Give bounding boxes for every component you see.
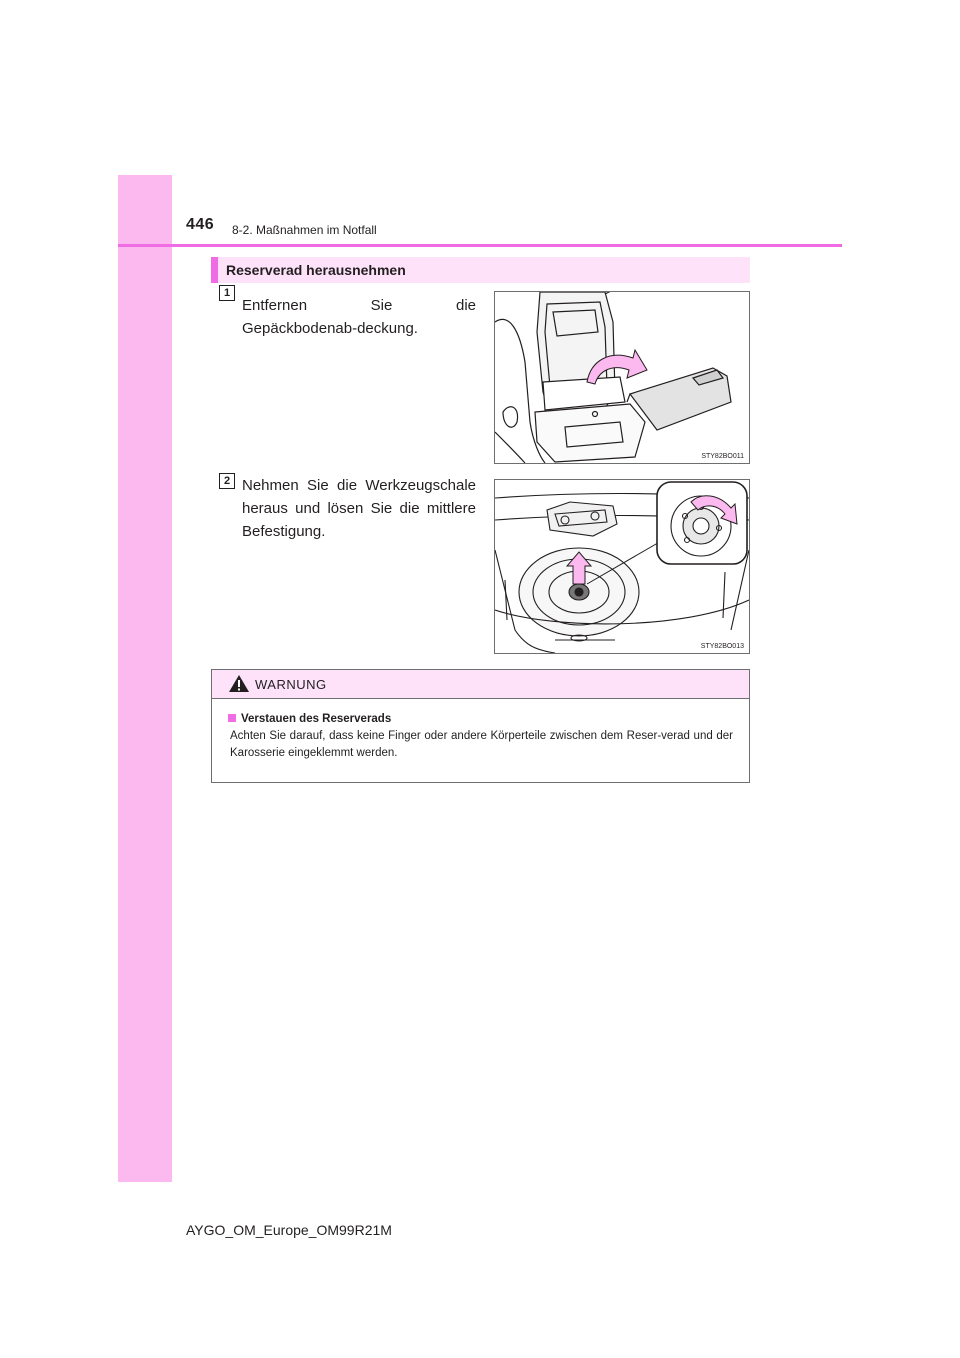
figure-luggage-cover <box>494 291 750 464</box>
warning-triangle-icon <box>228 674 250 693</box>
luggage-cover-removal-illustration <box>495 292 749 463</box>
step-number-1: 1 <box>219 285 235 301</box>
step-2-text: Nehmen Sie die Werkzeugschale heraus und lösen Sie die mittlere Befestigung. <box>242 477 476 540</box>
square-bullet-icon <box>228 714 236 722</box>
warning-item-title: Verstauen des Reserverads <box>241 713 392 725</box>
warning-item-text: Achten Sie darauf, dass keine Finger oder andere Körperteile zwischen dem Reser-verad und der Karosserie eingeklemmt werden. <box>230 730 733 759</box>
figure-code: STY82BO011 <box>701 453 744 460</box>
warning-box <box>211 669 750 783</box>
warning-title: WARNUNG <box>255 677 327 692</box>
figure-spare-wheel <box>494 479 750 654</box>
step-1-text: Entfernen Sie die Gepäckbodenab-deckung. <box>242 297 476 337</box>
figure-code: STY82BO013 <box>700 643 744 650</box>
chapter-title: 8-2. Maßnahmen im Notfall <box>232 223 377 237</box>
warning-header <box>212 670 749 699</box>
document-id: AYGO_OM_Europe_OM99R21M <box>186 1222 392 1238</box>
spare-wheel-fastener-illustration <box>495 480 749 653</box>
step-number-2: 2 <box>219 473 235 489</box>
chapter-side-tab <box>118 175 172 1182</box>
section-title: Reserverad herausnehmen <box>211 257 750 283</box>
header-rule <box>118 244 842 247</box>
page-number: 446 <box>186 216 215 233</box>
warning-item-heading <box>228 713 733 725</box>
